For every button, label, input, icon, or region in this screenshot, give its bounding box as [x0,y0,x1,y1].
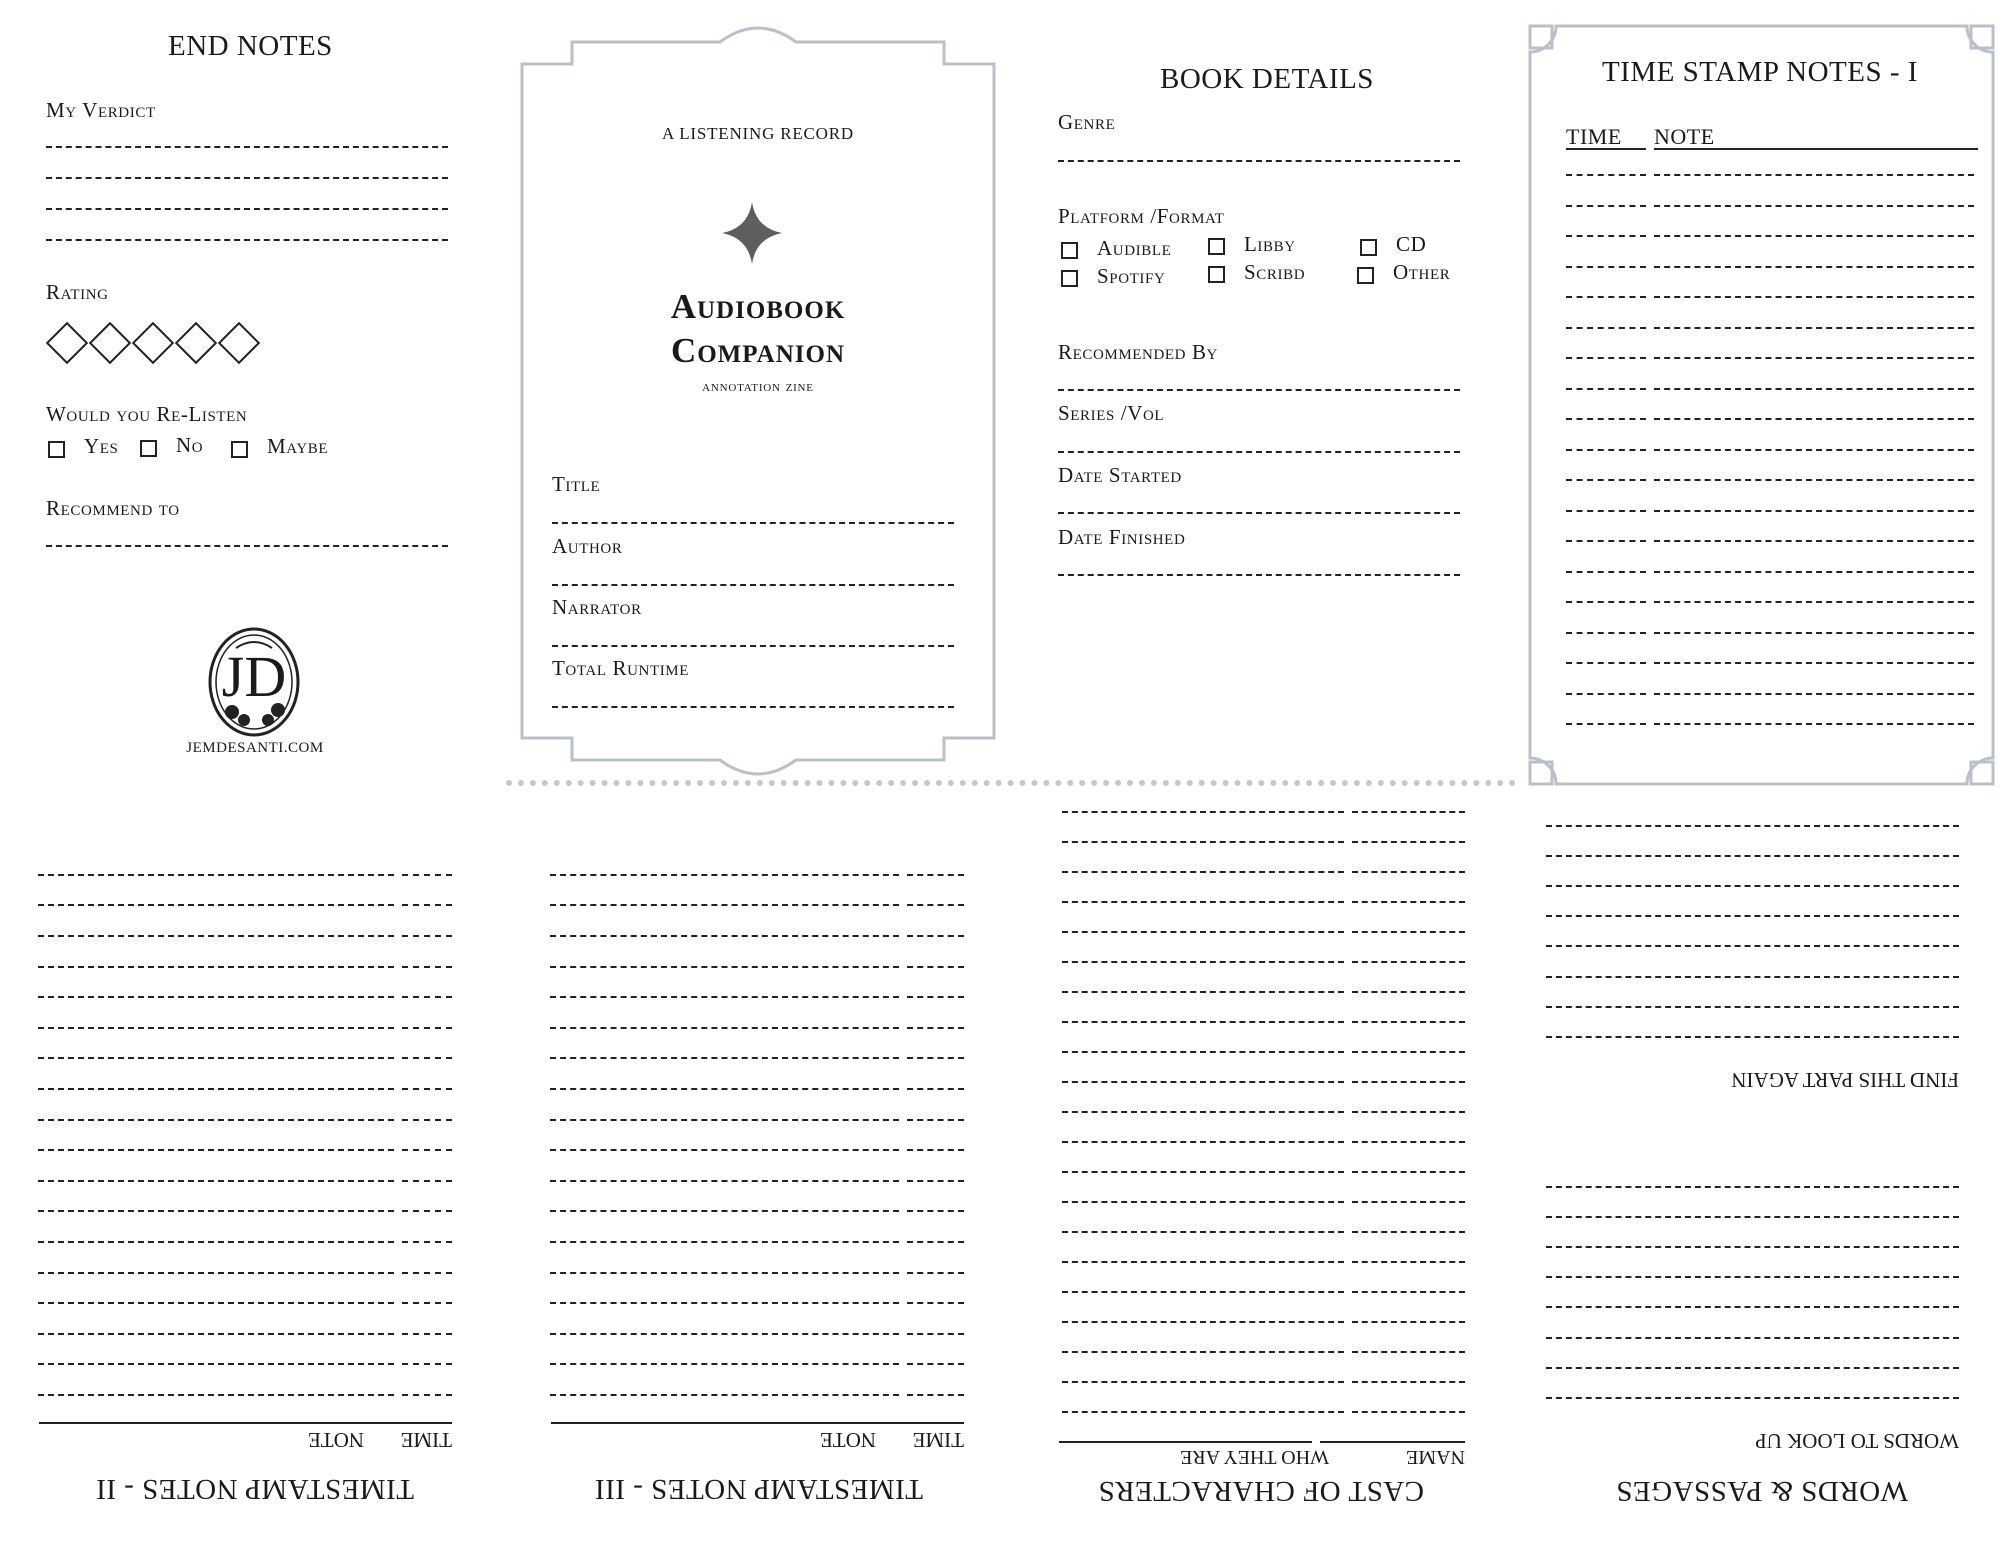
row-long-line[interactable] [38,1119,394,1121]
row-long-line[interactable] [1062,1411,1344,1413]
words-find-label: FIND THIS PART AGAIN [1731,1068,1959,1092]
platform-other-label: Other [1393,260,1451,284]
recommended-by-line[interactable] [1058,389,1460,391]
ts1-note-line[interactable] [1654,723,1974,725]
relisten-yes-label: Yes [84,434,119,458]
relisten-label: Would you Re-Listen [46,402,248,426]
ts1-note-line[interactable] [1654,235,1974,237]
row-long-line[interactable] [38,966,394,968]
row-short-line[interactable] [1352,1261,1465,1263]
row-long-line[interactable] [550,1149,899,1151]
ts1-note-line[interactable] [1654,632,1974,634]
ts1-header-underline [1566,148,1646,150]
timestamp-notes-2-panel [30,790,480,1510]
row-long-line[interactable] [550,1027,899,1029]
row-long-line[interactable] [550,966,899,968]
row-long-line[interactable] [1062,1231,1344,1233]
rating-diamond-5[interactable] [218,322,260,364]
row-line[interactable] [1546,1246,1959,1248]
row-short-line[interactable] [1352,871,1465,873]
row-long-line[interactable] [38,996,394,998]
row-long-line[interactable] [550,1394,899,1396]
ts1-note-line[interactable] [1654,601,1974,603]
ts1-note-line[interactable] [1654,418,1974,420]
row-long-line[interactable] [550,1363,899,1365]
row-line[interactable] [1546,1337,1959,1339]
row-short-line[interactable] [1352,961,1465,963]
row-long-line[interactable] [550,1119,899,1121]
row-short-line[interactable] [402,1333,452,1335]
row-long-line[interactable] [38,1210,394,1212]
ts3-title: TIMESTAMP NOTES - III [594,1473,923,1505]
row-long-line[interactable] [550,996,899,998]
ts3-col-time: TIME [912,1428,964,1452]
row-short-line[interactable] [907,1333,964,1335]
words-title: WORDS & PASSAGES [1615,1475,1908,1507]
ts1-time-line[interactable] [1566,510,1646,512]
ts2-col-note: NOTE [308,1428,364,1452]
date-started-label: Date Started [1058,463,1182,487]
ts1-time-line[interactable] [1566,540,1646,542]
row-long-line[interactable] [1062,1141,1344,1143]
row-short-line[interactable] [907,1272,964,1274]
sparkle-star-icon [722,202,782,264]
ts2-header-underline [39,1422,452,1424]
row-long-line[interactable] [38,874,394,876]
rating-diamond-4[interactable] [175,322,217,364]
platform-cd-label: CD [1396,232,1427,256]
row-short-line[interactable] [1352,811,1465,813]
row-line[interactable] [1546,855,1959,857]
verdict-line[interactable] [46,146,448,148]
cover-field-title-line[interactable] [552,522,954,524]
verdict-line[interactable] [46,208,448,210]
ts1-note-line[interactable] [1654,662,1974,664]
row-short-line[interactable] [907,904,964,906]
row-short-line[interactable] [907,1027,964,1029]
row-short-line[interactable] [1352,1321,1465,1323]
row-short-line[interactable] [402,1027,452,1029]
row-short-line[interactable] [907,1119,964,1121]
row-long-line[interactable] [38,1180,394,1182]
ts1-time-line[interactable] [1566,418,1646,420]
genre-line[interactable] [1058,160,1460,162]
row-short-line[interactable] [402,1088,452,1090]
cover-subtitle: annotation zine [702,378,814,395]
platform-audible-checkbox[interactable] [1061,242,1078,259]
cast-header-underline [1320,1441,1465,1443]
ts1-time-line[interactable] [1566,723,1646,725]
row-short-line[interactable] [907,996,964,998]
series-line[interactable] [1058,451,1460,453]
row-long-line[interactable] [1062,901,1344,903]
ts1-note-line[interactable] [1654,266,1974,268]
row-short-line[interactable] [1352,841,1465,843]
rating-diamond-3[interactable] [132,322,174,364]
platform-spotify-label: Spotify [1097,264,1166,288]
row-long-line[interactable] [1062,871,1344,873]
row-long-line[interactable] [550,935,899,937]
words-lookup-label: WORDS TO LOOK UP [1755,1429,1959,1453]
date-finished-line[interactable] [1058,574,1460,576]
row-long-line[interactable] [38,1302,394,1304]
cover-field-author-label: Author [552,534,623,558]
rating-diamond-2[interactable] [89,322,131,364]
jd-logo [206,626,302,738]
cover-field-narrator-line[interactable] [552,645,954,647]
cover-kicker: A LISTENING RECORD [662,124,854,143]
row-short-line[interactable] [907,1241,964,1243]
row-short-line[interactable] [402,1363,452,1365]
ts1-title: TIME STAMP NOTES - I [1602,56,1918,88]
row-long-line[interactable] [1062,841,1344,843]
row-short-line[interactable] [1352,1231,1465,1233]
row-short-line[interactable] [1352,1081,1465,1083]
ts2-title: TIMESTAMP NOTES - II [95,1473,414,1505]
platform-cd-checkbox[interactable] [1360,239,1377,256]
row-short-line[interactable] [907,1180,964,1182]
row-long-line[interactable] [1062,1201,1344,1203]
platform-label: Platform /Format [1058,204,1225,228]
row-long-line[interactable] [38,1149,394,1151]
cast-header-underline [1059,1441,1312,1443]
row-long-line[interactable] [1062,1081,1344,1083]
row-short-line[interactable] [1352,1051,1465,1053]
platform-libby-checkbox[interactable] [1208,238,1225,255]
row-short-line[interactable] [402,1057,452,1059]
date-started-line[interactable] [1058,512,1460,514]
row-short-line[interactable] [402,904,452,906]
row-short-line[interactable] [907,874,964,876]
timestamp-notes-3-panel [535,790,985,1510]
end-notes-title: END NOTES [168,30,333,62]
row-short-line[interactable] [907,1088,964,1090]
ts1-time-line[interactable] [1566,693,1646,695]
ts2-col-time: TIME [400,1428,452,1452]
row-short-line[interactable] [402,966,452,968]
row-short-line[interactable] [402,1119,452,1121]
ts1-time-line[interactable] [1566,235,1646,237]
ts3-col-note: NOTE [820,1428,876,1452]
row-long-line[interactable] [550,1241,899,1243]
row-long-line[interactable] [38,935,394,937]
row-long-line[interactable] [1062,1381,1344,1383]
book-details-title: BOOK DETAILS [1160,63,1374,95]
row-long-line[interactable] [1062,1261,1344,1263]
row-short-line[interactable] [402,1210,452,1212]
row-long-line[interactable] [38,904,394,906]
row-line[interactable] [1546,825,1959,827]
row-long-line[interactable] [1062,1291,1344,1293]
row-short-line[interactable] [907,935,964,937]
row-short-line[interactable] [1352,1291,1465,1293]
row-long-line[interactable] [550,1272,899,1274]
verdict-line[interactable] [46,239,448,241]
ts1-note-line[interactable] [1654,510,1974,512]
row-short-line[interactable] [402,1149,452,1151]
row-line[interactable] [1546,1276,1959,1278]
relisten-maybe-checkbox[interactable] [231,441,248,458]
recommended-by-label: Recommended By [1058,340,1218,364]
platform-audible-label: Audible [1097,236,1172,260]
words-passages-panel [1530,790,1980,1510]
row-long-line[interactable] [38,1027,394,1029]
verdict-line[interactable] [46,177,448,179]
row-line[interactable] [1546,1036,1959,1038]
ts1-col-note: NOTE [1654,124,1715,149]
row-long-line[interactable] [550,1302,899,1304]
row-long-line[interactable] [1062,1351,1344,1353]
row-long-line[interactable] [1062,991,1344,993]
cast-of-characters-panel [1040,790,1490,1510]
ts1-time-line[interactable] [1566,296,1646,298]
ts1-note-line[interactable] [1654,693,1974,695]
row-line[interactable] [1546,1397,1959,1399]
row-short-line[interactable] [1352,1201,1465,1203]
website-text: JEMDESANTI.COM [186,740,324,756]
platform-spotify-checkbox[interactable] [1061,270,1078,287]
recommend-label: Recommend to [46,496,180,520]
ts1-time-line[interactable] [1566,571,1646,573]
row-long-line[interactable] [38,1363,394,1365]
ts1-time-line[interactable] [1566,388,1646,390]
ts1-note-line[interactable] [1654,479,1974,481]
row-short-line[interactable] [907,1149,964,1151]
row-long-line[interactable] [1062,1171,1344,1173]
platform-scribd-checkbox[interactable] [1208,266,1225,283]
row-line[interactable] [1546,945,1959,947]
ts1-time-line[interactable] [1566,327,1646,329]
row-long-line[interactable] [550,1333,899,1335]
row-long-line[interactable] [1062,931,1344,933]
row-short-line[interactable] [1352,1411,1465,1413]
platform-libby-label: Libby [1244,232,1296,256]
row-short-line[interactable] [402,1302,452,1304]
row-short-line[interactable] [1352,1351,1465,1353]
row-short-line[interactable] [1352,901,1465,903]
row-long-line[interactable] [550,874,899,876]
relisten-maybe-label: Maybe [267,434,329,458]
ts1-note-line[interactable] [1654,449,1974,451]
row-short-line[interactable] [1352,1141,1465,1143]
platform-scribd-label: Scribd [1244,260,1306,284]
row-short-line[interactable] [402,1180,452,1182]
jd-logo-letters: JD [221,644,287,709]
row-short-line[interactable] [907,966,964,968]
cast-col-who: WHO THEY ARE [1180,1446,1329,1468]
row-line[interactable] [1546,915,1959,917]
row-short-line[interactable] [1352,1171,1465,1173]
row-long-line[interactable] [1062,1111,1344,1113]
row-short-line[interactable] [402,996,452,998]
ts1-time-line[interactable] [1566,632,1646,634]
rating-label: Rating [46,280,109,304]
cover-field-runtime-line[interactable] [552,706,954,708]
row-short-line[interactable] [402,1241,452,1243]
ts1-time-line[interactable] [1566,266,1646,268]
row-long-line[interactable] [550,1057,899,1059]
ts1-note-line[interactable] [1654,540,1974,542]
row-short-line[interactable] [1352,931,1465,933]
row-long-line[interactable] [1062,961,1344,963]
ts1-note-line[interactable] [1654,327,1974,329]
ts1-time-line[interactable] [1566,662,1646,664]
ts1-header-underline [1654,148,1978,150]
row-short-line[interactable] [907,1302,964,1304]
cover-field-runtime-label: Total Runtime [552,656,689,680]
ts1-note-line[interactable] [1654,205,1974,207]
fold-line [506,780,1516,786]
relisten-yes-checkbox[interactable] [48,441,65,458]
row-long-line[interactable] [38,1394,394,1396]
ts1-note-line[interactable] [1654,571,1974,573]
row-short-line[interactable] [1352,991,1465,993]
row-line[interactable] [1546,1186,1959,1188]
cover-field-title-label: Title [552,472,601,496]
row-short-line[interactable] [907,1363,964,1365]
row-short-line[interactable] [402,1394,452,1396]
row-line[interactable] [1546,1306,1959,1308]
cover-title-line1: Audiobook [670,287,846,326]
row-long-line[interactable] [1062,811,1344,813]
ts1-note-line[interactable] [1654,296,1974,298]
ts1-time-line[interactable] [1566,205,1646,207]
cast-title: CAST OF CHARACTERS [1098,1475,1424,1507]
row-line[interactable] [1546,976,1959,978]
cover-field-author-line[interactable] [552,584,954,586]
ts1-col-time: TIME [1566,124,1622,149]
row-short-line[interactable] [1352,1111,1465,1113]
relisten-no-label: No [176,433,204,457]
ts1-time-line[interactable] [1566,479,1646,481]
ts1-note-line[interactable] [1654,357,1974,359]
genre-label: Genre [1058,110,1116,134]
row-short-line[interactable] [907,1394,964,1396]
cast-col-name: NAME [1406,1446,1465,1468]
ts1-time-line[interactable] [1566,449,1646,451]
platform-other-checkbox[interactable] [1357,267,1374,284]
relisten-no-checkbox[interactable] [140,440,157,457]
row-long-line[interactable] [38,1057,394,1059]
ts1-time-line[interactable] [1566,174,1646,176]
verdict-label: My Verdict [46,98,156,122]
recommend-line[interactable] [46,545,448,547]
row-line[interactable] [1546,1006,1959,1008]
row-short-line[interactable] [907,1210,964,1212]
ts1-note-line[interactable] [1654,174,1974,176]
ts1-time-line[interactable] [1566,357,1646,359]
date-finished-label: Date Finished [1058,525,1186,549]
cover-title-line2: Companion [670,331,846,370]
row-long-line[interactable] [38,1272,394,1274]
row-long-line[interactable] [1062,1021,1344,1023]
row-line[interactable] [1546,1367,1959,1369]
series-label: Series /Vol [1058,401,1165,425]
row-long-line[interactable] [38,1088,394,1090]
row-long-line[interactable] [1062,1051,1344,1053]
row-long-line[interactable] [1062,1321,1344,1323]
row-short-line[interactable] [1352,1021,1465,1023]
row-line[interactable] [1546,1216,1959,1218]
row-long-line[interactable] [38,1333,394,1335]
row-long-line[interactable] [550,1180,899,1182]
row-short-line[interactable] [402,935,452,937]
row-short-line[interactable] [907,1057,964,1059]
row-long-line[interactable] [550,904,899,906]
row-long-line[interactable] [550,1088,899,1090]
row-line[interactable] [1546,885,1959,887]
ts3-header-underline [551,1422,964,1424]
row-short-line[interactable] [402,874,452,876]
row-long-line[interactable] [38,1241,394,1243]
row-long-line[interactable] [550,1210,899,1212]
cover-field-narrator-label: Narrator [552,595,642,619]
ts1-note-line[interactable] [1654,388,1974,390]
row-short-line[interactable] [402,1272,452,1274]
row-short-line[interactable] [1352,1381,1465,1383]
ts1-time-line[interactable] [1566,601,1646,603]
rating-diamond-1[interactable] [46,322,88,364]
